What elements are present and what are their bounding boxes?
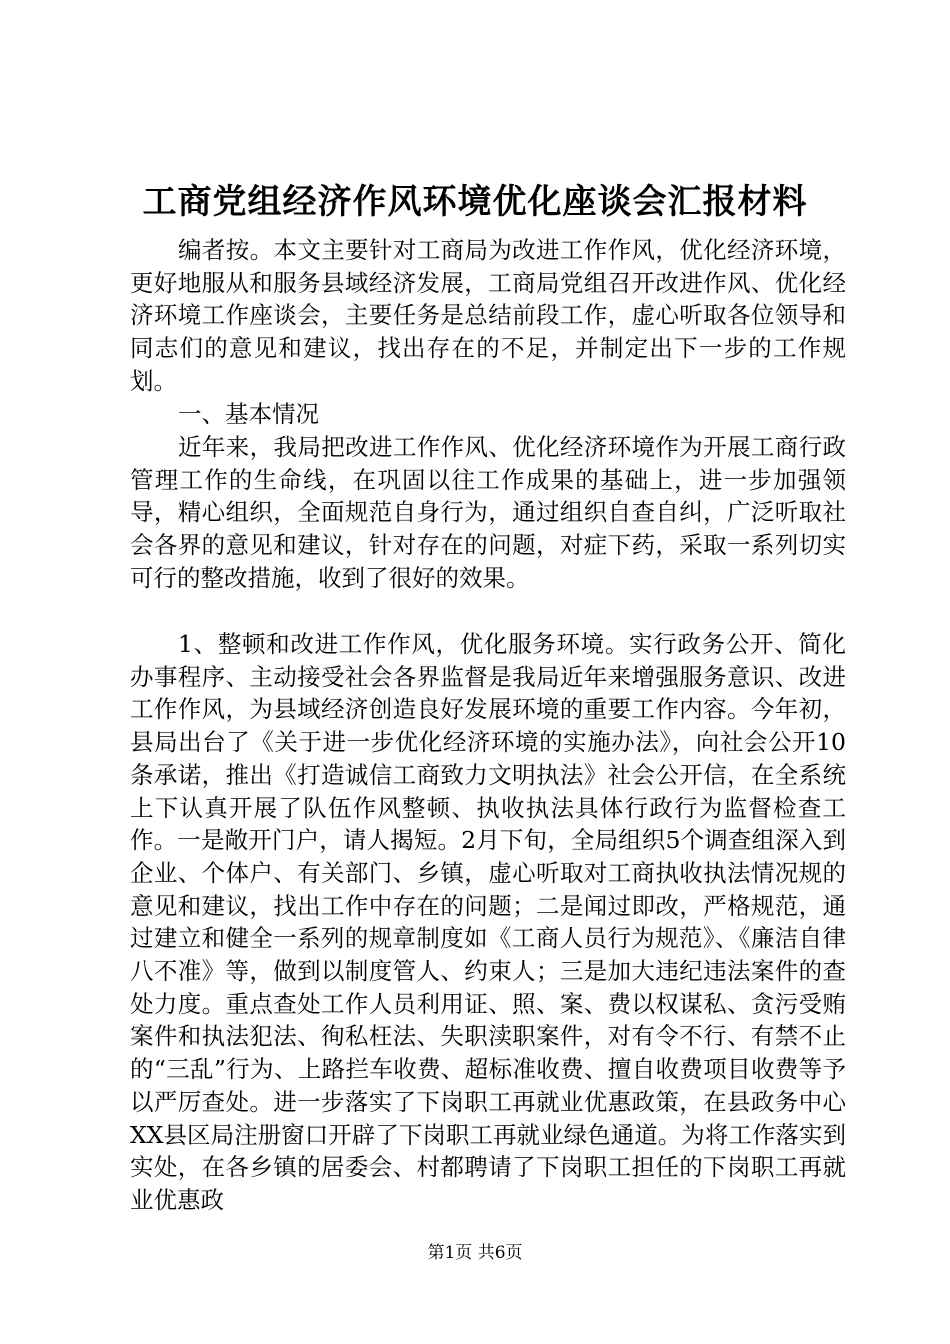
section-heading-text: 一、基本情况 — [178, 400, 319, 428]
basic-situation-paragraph: 近年来，我局把改进工作作风、优化经济环境作为开展工商行政管理工作的生命线，在巩固以往工作成果的基础上，进一步加强领导，精心组织，全面规范自身行为，通过组织自查自纠，广泛听取社会各界的意见和建议，针对存在的问题，对症下药，采取一系列切实可行的整改措施，收到了很好的效果。 — [130, 433, 846, 592]
editor-note-paragraph: 编者按。本文主要针对工商局为改进工作作风，优化经济环境，更好地服从和服务县域经济发展，工商局党组召开改进作风、优化经济环境工作座谈会，主要任务是总结前段工作，虚心听取各位领导和同志们的意见和建议，找出存在的不足，并制定出下一步的工作规划。 — [130, 236, 846, 395]
page-footer: 第1页 共6页 — [427, 1243, 523, 1263]
work-style-paragraph: 1、整顿和改进工作作风，优化服务环境。实行政务公开、简化办事程序、主动接受社会各界监督是我局近年来增强服务意识、改进工作作风，为县域经济创造良好发展环境的重要工作内容。今年初，县局出台了《关于进一步优化经济环境的实施办法》，向社会公开10条承诺，推出《打造诚信工商致力文明执法》社会公开信，在全系统上下认真开展了队伍作风整顿、执收执法具体行政行为监督检查工作。一是敞开门户，请人揭短。2月下旬，全局组织5个调查组深入到企业、个体户、有关部门、乡镇，虚心听取对工商执收执法情况规的意见和建议，找出工作中存在的问题；二是闻过即改，严格规范，通过建立和健全一系列的规章制度如《工商人员行为规范》、《廉洁自律八不准》等，做到以制度管人、约束人；三是加大违纪违法案件的查处力度。重点查处工作人员利用证、照、案、费以权谋私、贪污受贿案件和执法犯法、徇私枉法、失职渎职案件，对有令不行、有禁不止的“三乱”行为、上路拦车收费、超标准收费、擅自收费项目收费等予以严厉查处。进一步落实了下岗职工再就业优惠政策，在县政务中心XX县区局注册窗口开辟了下岗职工再就业绿色通道。为将工作落实到实处，在各乡镇的居委会、村都聘请了下岗职工担任的下岗职工再就业优惠政 — [130, 630, 846, 1214]
section-heading — [130, 398, 846, 431]
document-title: 工商党组经济作风环境优化座谈会汇报材料 — [142, 182, 808, 222]
